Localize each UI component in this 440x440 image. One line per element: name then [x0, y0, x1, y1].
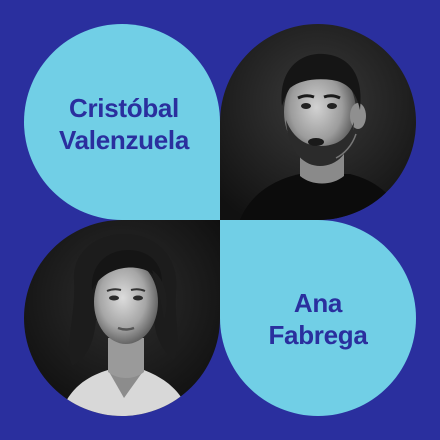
- speaker-name-line1: Cristóbal: [69, 93, 179, 123]
- speaker-name-line2: Fabrega: [268, 320, 368, 350]
- name-petal-cristobal: [24, 24, 220, 220]
- speaker-name-cristobal: [59, 92, 189, 156]
- photo-petal-ana: [24, 220, 220, 416]
- name-petal-ana: [220, 220, 416, 416]
- speaker-name-line1: Ana: [293, 288, 343, 318]
- man-portrait-icon: [220, 24, 416, 220]
- photo-petal-cristobal: [220, 24, 416, 220]
- speaker-name-ana: [268, 287, 367, 351]
- speaker-name-line2: Valenzuela: [59, 125, 189, 155]
- woman-portrait-icon: [24, 220, 220, 416]
